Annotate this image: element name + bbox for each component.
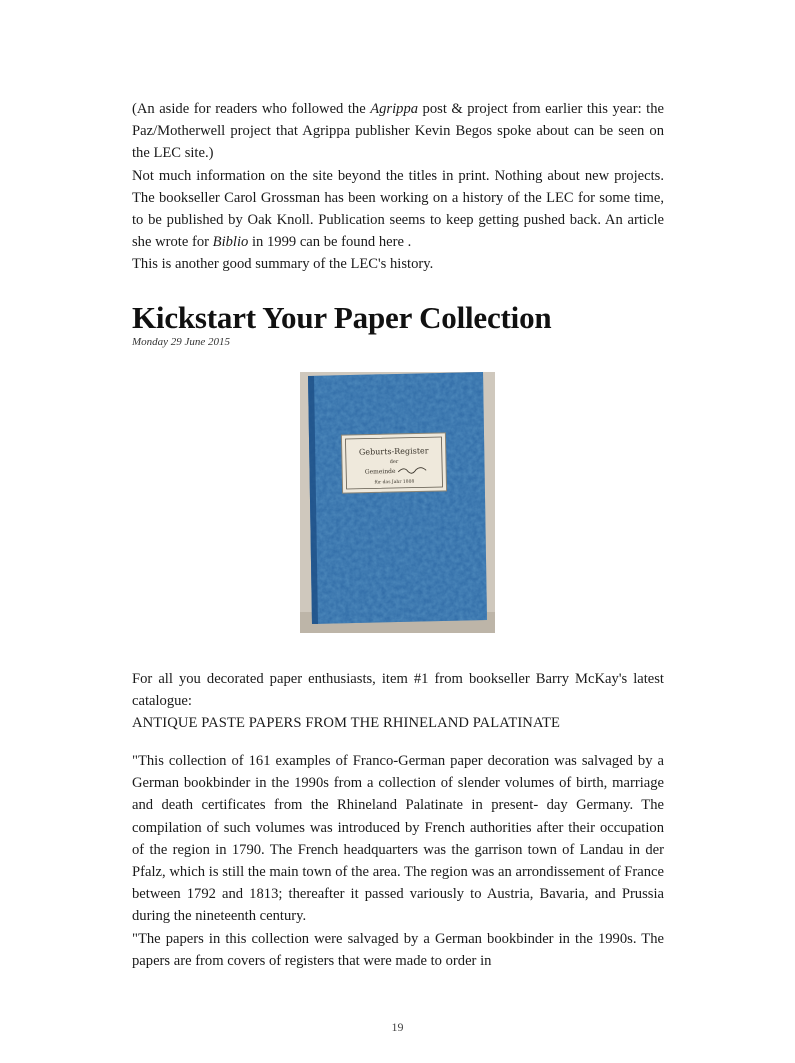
- aside-italic-title: Agrippa: [370, 101, 419, 117]
- intro-to-item: [132, 668, 664, 735]
- aside-text: (An aside for readers who followed the: [132, 101, 371, 117]
- label-line-3: Gemeinde: [364, 467, 396, 476]
- aside-paragraph: [132, 98, 664, 165]
- post-title: Kickstart Your Paper Collection: [132, 300, 552, 335]
- label-line-4: für das Jahr 1808: [374, 479, 415, 486]
- info-paragraph: [132, 165, 664, 254]
- book-cover-illustration: [300, 372, 495, 633]
- page-number: 19: [391, 1020, 404, 1034]
- book-cover-photo: [300, 372, 495, 633]
- summary-line[interactable]: This is another good summary of the LEC's history.: [132, 256, 434, 273]
- item-intro-paragraph: For all you decorated paper enthusiasts, item #1 from bookseller Barry McKay's latest catalogue:: [132, 671, 664, 710]
- aside-text-continued: post & project from earlier this year: the Paz/Motherwell project that Agrippa publisher Kevin Begos spoke about can be seen on the LEC site.): [132, 101, 664, 162]
- info-text-link[interactable]: in 1999 can be found here .: [248, 234, 412, 251]
- info-italic-title: Biblio: [212, 234, 249, 251]
- intro-section: [132, 98, 664, 276]
- quote-section: [132, 750, 664, 972]
- item-title-caps: ANTIQUE PASTE PAPERS FROM THE RHINELAND PALATINATE: [132, 715, 560, 732]
- label-line-1: Geburts-Register: [358, 446, 429, 457]
- quote-paragraph-2: "The papers in this collection were salvaged by a German bookbinder in the 1990s. The papers are from covers of registers that were made to order in: [132, 930, 664, 969]
- post-date: Monday 29 June 2015: [132, 336, 231, 348]
- quote-paragraph-1: "This collection of 161 examples of Franco-German paper decoration was salvaged by a German bookbinder in the 1990s from a collection of slender volumes of birth, marriage and death certificates from the Rhineland Palatinate in present- day Germany. The compilation of such volumes was introduced by French authorities after their occupation of the region in 1790. The French headquarters was the garrison town of Landau in der Pfalz, which is still the main town of the area. The region was an arrondissement of France between 1792 and 1813; thereafter it passed variously to Austria, Bavaria, and Prussia during the nineteenth century.: [132, 753, 664, 925]
- label-line-2: der: [389, 458, 399, 466]
- info-text: Not much information on the site beyond the titles in print. Nothing about new projects. The bookseller Carol Grossman has been working on a history of the LEC for some time, to be published by Oak Knoll. Publication seems to keep getting pushed back. An article she wrote for: [132, 167, 664, 251]
